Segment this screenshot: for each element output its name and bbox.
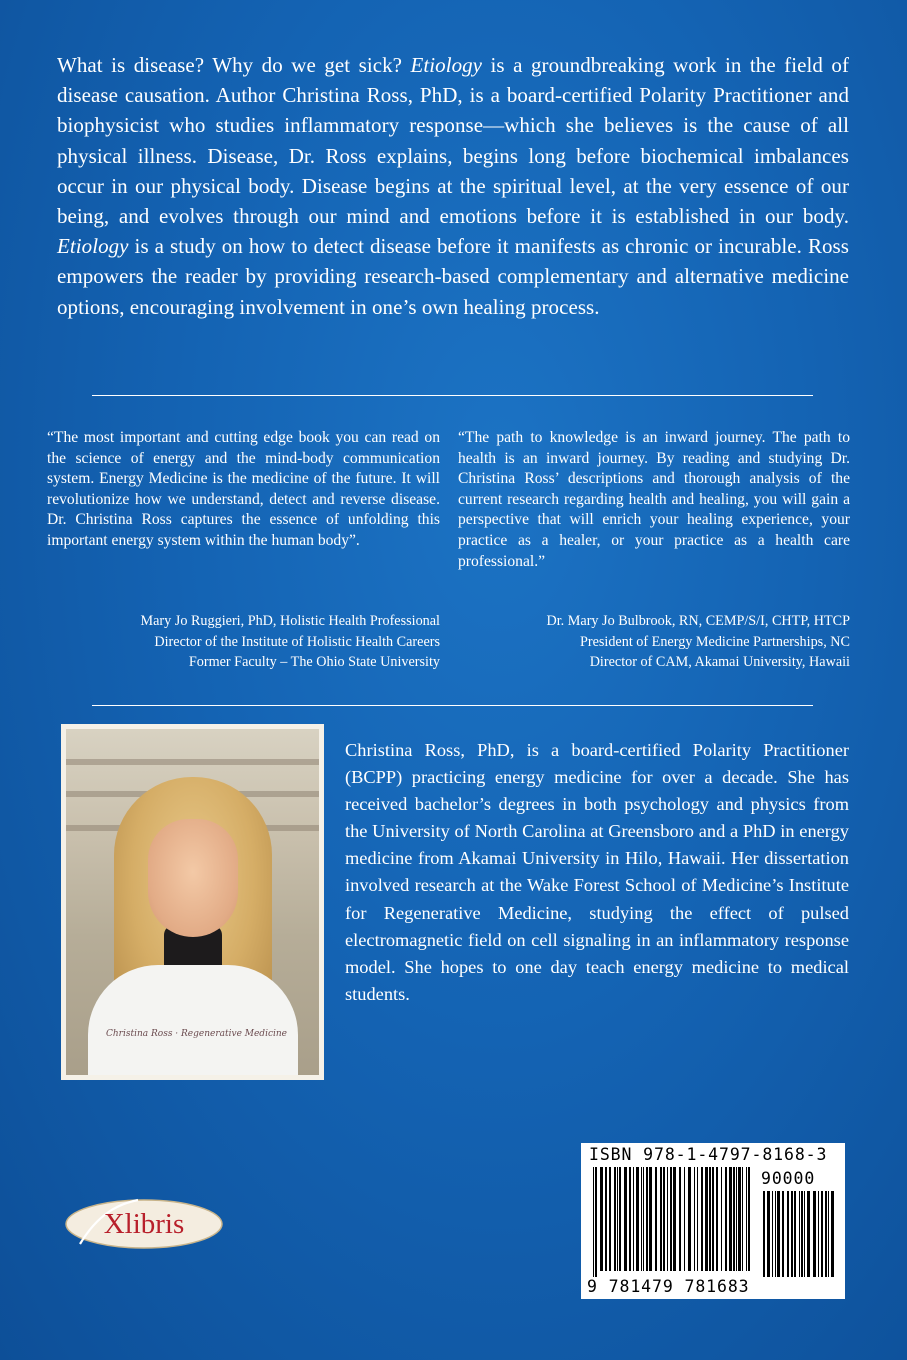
attribution-line: Mary Jo Ruggieri, PhD, Holistic Health Professional: [140, 613, 440, 629]
barcode-bar: [593, 1167, 594, 1277]
author-photo: [61, 724, 324, 1080]
barcode-bar: [673, 1167, 676, 1271]
barcode-bar: [716, 1167, 718, 1271]
attribution-line: Dr. Mary Jo Bulbrook, RN, CEMP/S/I, CHTP, HTCP: [546, 613, 850, 629]
barcode-bar: [721, 1167, 722, 1271]
author-face: [148, 819, 238, 937]
barcode-bar: [609, 1167, 611, 1271]
xlibris-logo: [58, 1194, 224, 1256]
author-bio: Christina Ross, PhD, is a board-certified Polarity Practitioner (BCPP) practicing energy medicine for over a decade. She has received bachelor’s degrees in both psychology and physics from the University of North Carolina at Greensboro and a PhD in energy medicine from Akamai University in Hilo, Hawaii. Her dissertation involved research at the Wake Forest School of Medicine’s Institute for Regenerative Medicine, studying the effect of pulsed electromagnetic field on cell signaling in an inflammatory response model. She hopes to one day teach energy medicine to medical students.: [345, 740, 849, 1004]
barcode-bar: [600, 1167, 603, 1271]
barcode-bar: [667, 1167, 668, 1271]
barcode-bar: [595, 1167, 597, 1277]
barcode-bars: [581, 1143, 845, 1299]
addon-bar: [804, 1191, 805, 1277]
lab-coat: [88, 965, 298, 1075]
endorsement-quote-1: “The most important and cutting edge book you can read on the science of energy and the mind-body communication system. Energy Medicine is the medicine of the future. It will revolutionize how we understand, detect and reverse disease. Dr. Christina Ross captures the essence of unfolding this important energy system within the human body”.: [47, 429, 440, 549]
barcode-bar: [617, 1167, 618, 1271]
addon-bar: [763, 1191, 765, 1277]
barcode-bar: [705, 1167, 708, 1271]
barcode-bar: [679, 1167, 681, 1271]
addon-bar: [787, 1191, 789, 1277]
barcode-bar: [736, 1167, 737, 1271]
blurb-text: is a study on how to detect disease before it manifests as chronic or incurable. Ross empowers the reader by providing research-based complementary and alternative medicine options, encouraging involvement in one’s own healing process.: [57, 234, 849, 319]
endorsement-attribution-2: [458, 611, 850, 673]
addon-bar: [799, 1191, 800, 1277]
barcode-bar: [633, 1167, 634, 1271]
attribution-line: Director of the Institute of Holistic Health Careers: [154, 633, 440, 650]
book-title-italic: Etiology: [410, 53, 483, 77]
barcode-bar: [614, 1167, 616, 1271]
lab-shelf: [66, 759, 319, 765]
addon-bar: [821, 1191, 823, 1277]
barcode-bar: [663, 1167, 665, 1271]
barcode-bar: [729, 1167, 732, 1271]
barcode-bar: [742, 1167, 743, 1271]
addon-bar: [775, 1191, 776, 1277]
addon-bar: [794, 1191, 796, 1277]
attribution-line: Former Faculty – The Ohio State University: [188, 654, 440, 670]
barcode-bar: [660, 1167, 662, 1271]
publisher-name: Xlibris: [103, 1208, 185, 1240]
addon-bar: [831, 1191, 834, 1277]
barcode-bar: [725, 1167, 727, 1271]
addon-bar: [825, 1191, 827, 1277]
barcode-bar: [694, 1167, 695, 1271]
barcode-bar: [701, 1167, 703, 1271]
coat-embroidery: Christina Ross · Regenerative Medicine: [106, 1029, 287, 1039]
barcode-bar: [636, 1167, 639, 1271]
addon-bar: [777, 1191, 780, 1277]
barcode-bar: [748, 1167, 750, 1271]
barcode-bar: [684, 1167, 685, 1271]
barcode-bar: [649, 1167, 652, 1271]
addon-bar: [782, 1191, 784, 1277]
endorsement-attribution-1: [47, 611, 440, 673]
divider-bottom: [92, 705, 813, 706]
addon-bar: [791, 1191, 793, 1277]
attribution-line: Director of CAM, Akamai University, Hawaii: [589, 654, 850, 670]
book-title-italic: Etiology: [57, 234, 129, 259]
addon-bar: [813, 1191, 816, 1277]
barcode-bar: [712, 1167, 714, 1271]
barcode-bar: [641, 1167, 642, 1271]
price-code: 90000: [761, 1169, 816, 1188]
isbn-barcode: [581, 1143, 845, 1299]
barcode-bar: [643, 1167, 644, 1271]
barcode-bar: [646, 1167, 648, 1271]
barcode-bar: [688, 1167, 691, 1271]
addon-bar: [828, 1191, 829, 1277]
barcode-bar: [709, 1167, 711, 1271]
barcode-bar: [746, 1167, 747, 1271]
isbn-label: ISBN 978-1-4797-8168-3: [589, 1145, 828, 1164]
addon-bar: [801, 1191, 803, 1277]
author-photo-image: [66, 729, 319, 1075]
barcode-bar: [670, 1167, 672, 1271]
barcode-bar: [733, 1167, 735, 1271]
attribution-line: President of Energy Medicine Partnerships, NC: [579, 633, 850, 650]
blurb-text: What is disease? Why do we get sick?: [57, 53, 411, 77]
addon-bar: [818, 1191, 819, 1277]
barcode-bar: [697, 1167, 698, 1271]
addon-bar: [807, 1191, 810, 1277]
addon-bar: [772, 1191, 773, 1277]
endorsement-quote-2: “The path to knowledge is an inward journey. The path to health is an inward journey. By reading and studying Dr. Christina Ross’ descriptions and thorough analysis of the current research regarding health and healing, you will gain a perspective that will enrich your healing experience, your practice as a healer, or your practice as a health care professional.”: [458, 429, 850, 570]
back-cover-blurb: [57, 50, 849, 322]
addon-bar: [767, 1191, 770, 1277]
divider-top: [92, 395, 813, 396]
barcode-bar: [738, 1167, 741, 1271]
barcode-bar: [629, 1167, 631, 1271]
blurb-text: is a groundbreaking work in the field of disease causation. Author Christina Ross, PhD, is a board-certified Polarity Practitioner and biophysicist who studies inflammatory response—which she believes is the cause of all physical illness. Disease, Dr. Ross explains, begins long before biochemical imbalances occur in our physical body. Disease begins at the spiritual level, at the very essence of our being, and evolves through our mind and emotions before it is established in our body.: [57, 53, 849, 229]
ean-digits: 9 781479 781683: [587, 1277, 750, 1296]
barcode-bar: [655, 1167, 657, 1271]
barcode-bar: [605, 1167, 607, 1271]
barcode-bar: [624, 1167, 627, 1271]
barcode-bar: [619, 1167, 621, 1271]
